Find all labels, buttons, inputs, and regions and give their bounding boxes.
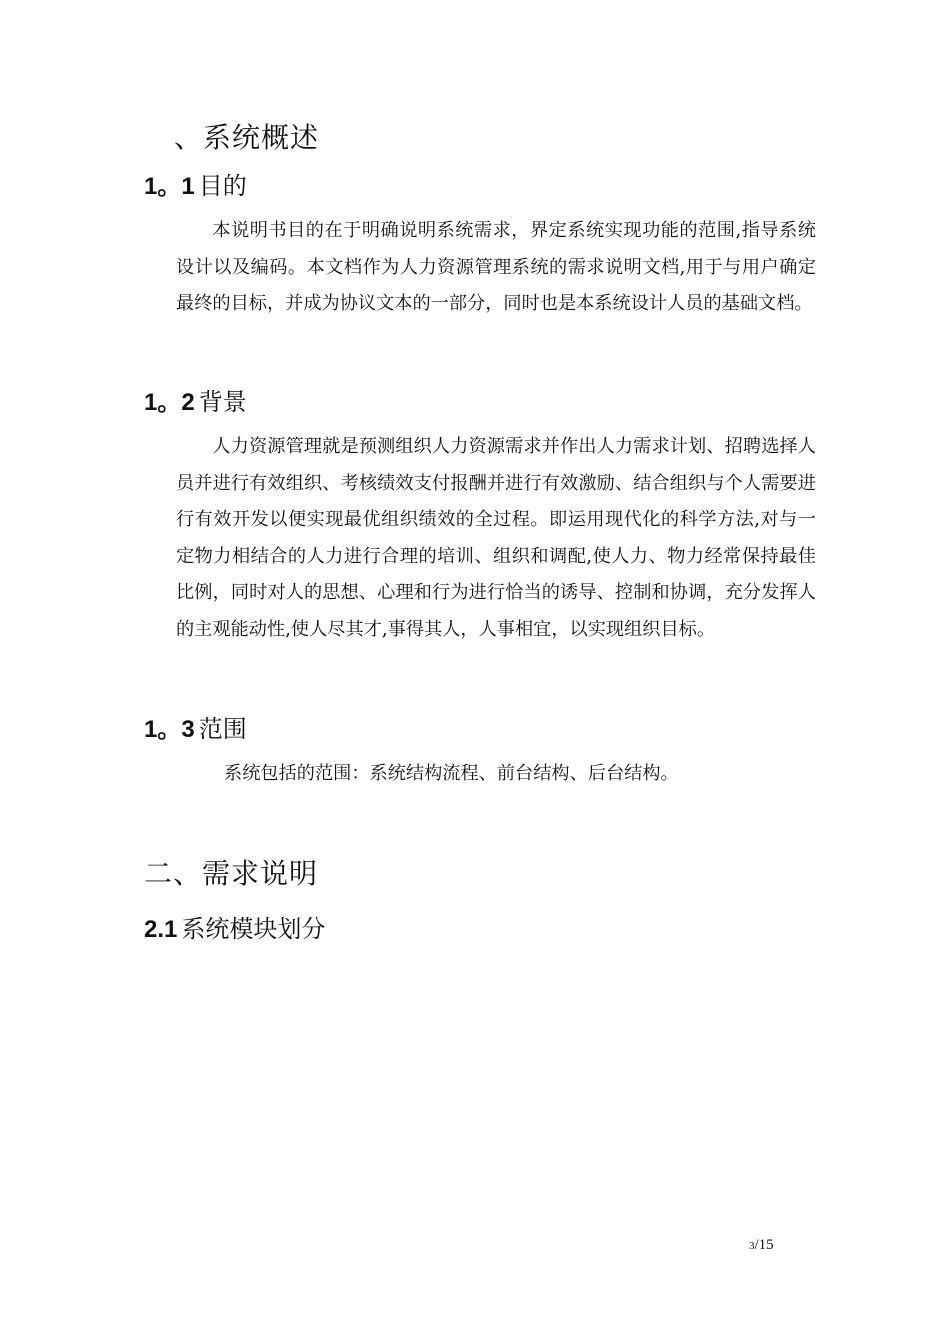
subsection-number: 1。1 bbox=[144, 173, 195, 200]
subsection-title: 范围 bbox=[198, 715, 247, 743]
page-number bbox=[749, 1236, 774, 1254]
subsection-title: 系统模块划分 bbox=[181, 915, 326, 943]
section-1-heading: 、系统概述 bbox=[174, 121, 320, 154]
page-number-total: /15 bbox=[754, 1237, 774, 1253]
scope-paragraph: 系统包括的范围：系统结构流程、前台结构、后台结构。 bbox=[224, 763, 679, 784]
subsection-number: 1。2 bbox=[144, 389, 195, 416]
subsection-1-2-heading bbox=[144, 382, 247, 417]
background-paragraph: 人力资源管理就是预测组织人力资源需求并作出人力需求计划、招聘选择人员并进行有效组织、考核绩效支付报酬并进行有效激励、结合组织与个人需要进行有效开发以便实现最优组织绩效的全过程。即运用现代化的科学方法,对与一定物力相结合的人力进行合理的培训、组织和调配,使人力、物力经常保持最佳比例，同时对人的思想、心理和行为进行恰当的诱导、控制和协调，充分发挥人的主观能动性,使人尽其才,事得其人，人事相宜，以实现组织目标。 bbox=[176, 436, 816, 640]
subsection-1-3-heading bbox=[144, 709, 247, 744]
subsection-number: 2.1 bbox=[144, 916, 178, 943]
page-number-current: 3 bbox=[749, 1240, 755, 1252]
subsection-title: 目的 bbox=[198, 172, 247, 200]
subsection-title: 背景 bbox=[198, 388, 247, 416]
subsection-1-1-heading bbox=[144, 166, 247, 201]
section-2-heading: 二、需求说明 bbox=[144, 857, 319, 890]
subsection-number: 1。3 bbox=[144, 716, 195, 743]
subsection-2-1-heading bbox=[144, 909, 325, 944]
purpose-paragraph: 本说明书目的在于明确说明系统需求，界定系统实现功能的范围,指导系统设计以及编码。本文档作为人力资源管理系统的需求说明文档,用于与用户确定最终的目标，并成为协议文本的一部分，同时也是本系统设计人员的基础文档。 bbox=[176, 220, 816, 314]
